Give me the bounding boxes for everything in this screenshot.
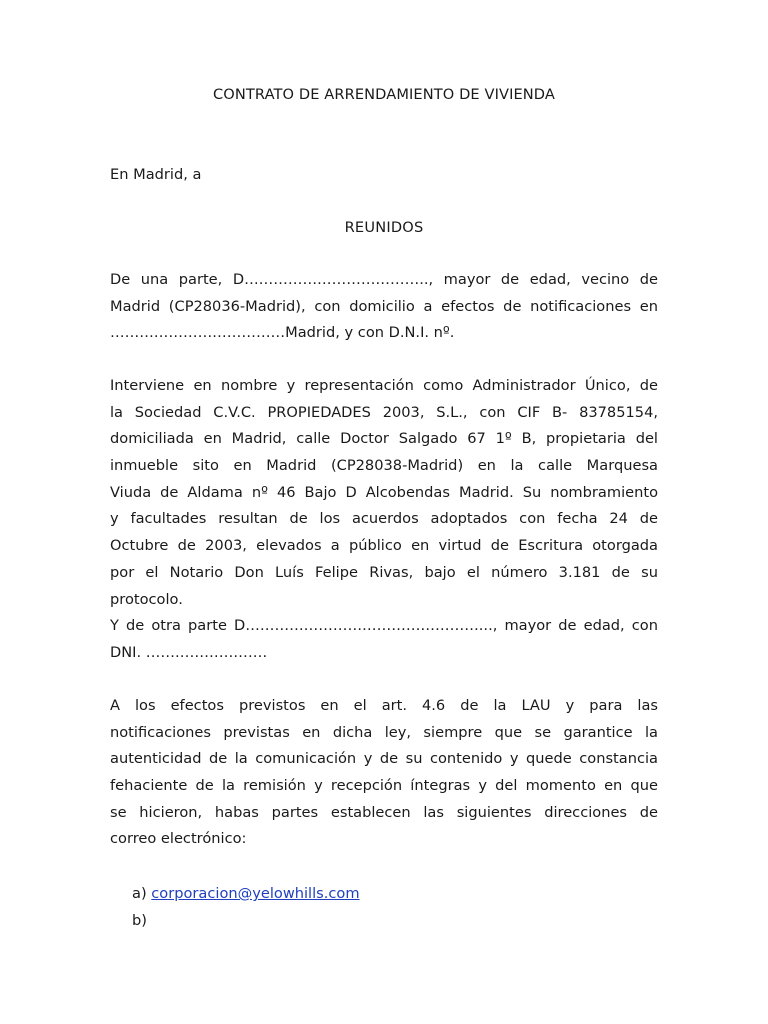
paragraph-line: notificaciones previstas en dicha ley, siempre que se garantice la — [110, 723, 658, 741]
paragraph-line: DNI. ……………………. — [110, 643, 268, 661]
paragraph-line: ………………………………Madrid, y con D.N.I. nº. — [110, 324, 455, 342]
paragraph-line: autenticidad de la comunicación y de su contenido y quede constancia — [110, 750, 658, 768]
paragraph-line: De una parte, D……………………………….., mayor de edad, vecino de — [110, 271, 658, 288]
paragraph-notifications — [110, 693, 658, 853]
list-marker: a) — [132, 885, 147, 902]
paragraph-line: domiciliada en Madrid, calle Doctor Salgado 67 1º B, propietaria del — [110, 430, 658, 448]
paragraph-second-party — [110, 613, 658, 666]
paragraph-line: Viuda de Aldama nº 46 Bajo D Alcobendas Madrid. Su nombramiento — [110, 483, 658, 501]
section-heading-reunidos: REUNIDOS — [344, 219, 424, 236]
paragraph-line: Octubre de 2003, elevados a público en virtud de Escritura otorgada — [110, 537, 658, 555]
paragraph-line: Interviene en nombre y representación como Administrador Único, de — [110, 377, 658, 394]
paragraph-line: correo electrónico: — [110, 830, 247, 848]
email-link[interactable]: corporacion@yelowhills.com — [151, 885, 360, 902]
paragraph-line: la Sociedad C.V.C. PROPIEDADES 2003, S.L., con CIF B- 83785154, — [110, 403, 658, 421]
list-item — [132, 880, 360, 907]
paragraph-line: Y de otra parte D…………………………………………..., mayor de edad, con — [110, 617, 658, 634]
paragraph-first-party — [110, 267, 658, 347]
email-list — [132, 880, 360, 934]
paragraph-line: protocolo. — [110, 590, 183, 608]
paragraph-line: inmueble sito en Madrid (CP28038-Madrid) en la calle Marquesa — [110, 457, 658, 475]
paragraph-representation — [110, 373, 658, 613]
list-item — [132, 907, 360, 934]
list-marker: b) — [132, 912, 147, 929]
document-title: CONTRATO DE ARRENDAMIENTO DE VIVIENDA — [213, 86, 555, 103]
paragraph-line: Madrid (CP28036-Madrid), con domicilio a efectos de notificaciones en — [110, 297, 658, 315]
paragraph-line: fehaciente de la remisión y recepción íntegras y del momento en que — [110, 777, 658, 795]
paragraph-line: se hicieron, habas partes establecen las siguientes direcciones de — [110, 803, 658, 821]
paragraph-line: y facultades resultan de los acuerdos adoptados con fecha 24 de — [110, 510, 658, 528]
place-date-line: En Madrid, a — [110, 166, 202, 183]
paragraph-line: por el Notario Don Luís Felipe Rivas, bajo el número 3.181 de su — [110, 563, 658, 581]
paragraph-line: A los efectos previstos en el art. 4.6 de la LAU y para las — [110, 697, 658, 714]
